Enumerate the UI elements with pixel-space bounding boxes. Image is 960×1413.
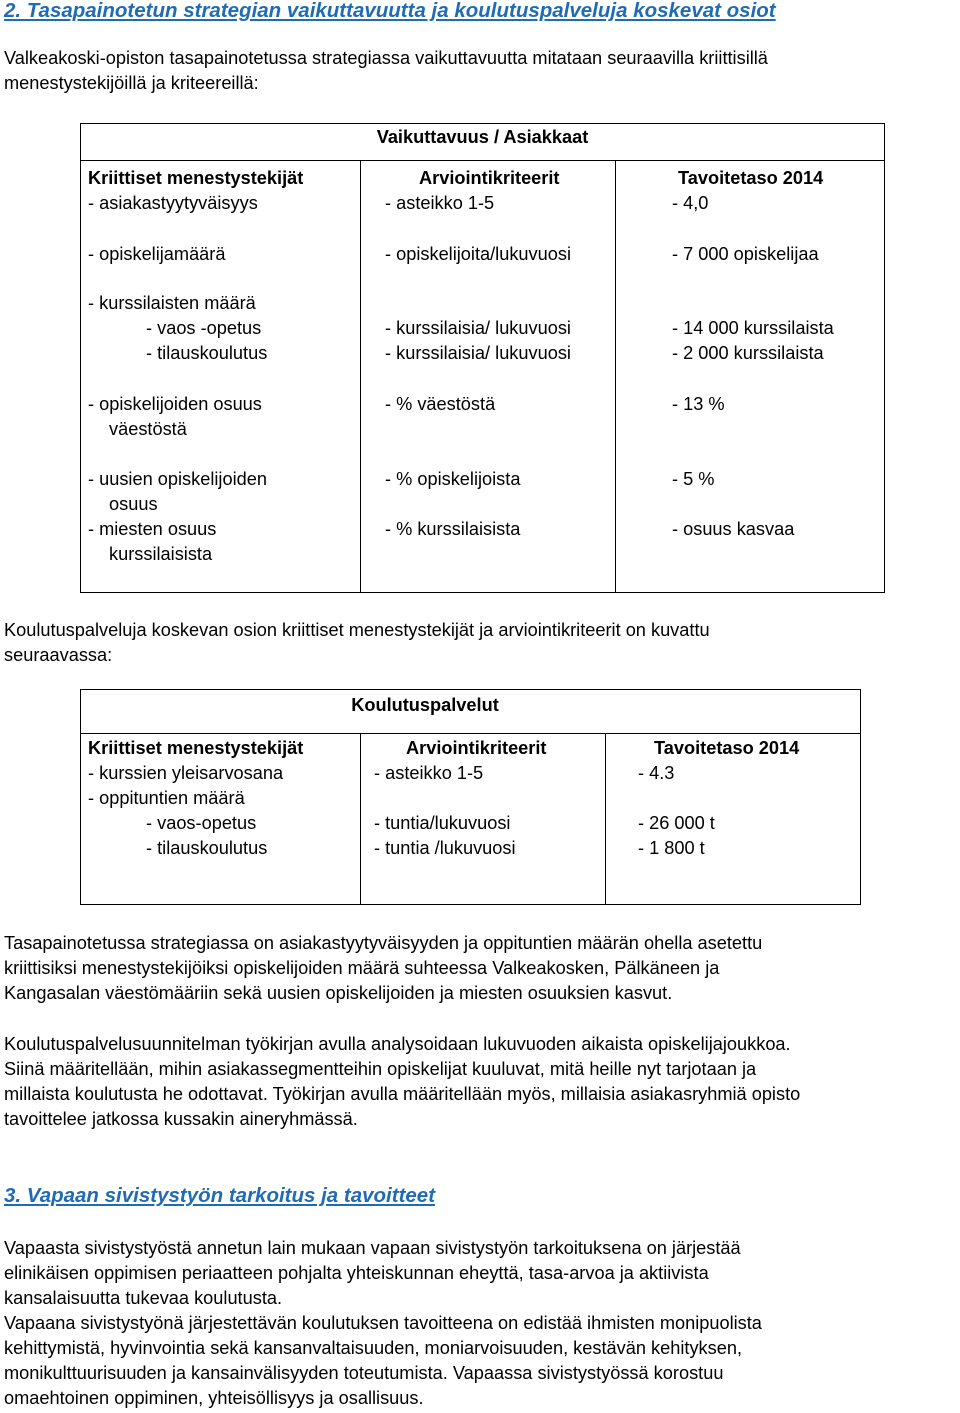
table-cell: - asteikko 1-5 xyxy=(385,193,495,213)
table-title: Koulutuspalvelut xyxy=(351,695,499,715)
table-cell: - miesten osuus xyxy=(88,519,217,539)
paragraph-line: Koulutuspalvelusuunnitelman työkirjan avulla analysoidaan lukuvuoden aikaista opiskelijajoukkoa. xyxy=(4,1034,791,1054)
table-cell: - opiskelijoiden osuus xyxy=(88,394,262,414)
table-cell: - tuntia /lukuvuosi xyxy=(374,838,516,858)
paragraph-line: kansalaisuutta tukevaa koulutusta. xyxy=(4,1288,283,1308)
paragraph-line: Kangasalan väestömääriin sekä uusien opiskelijoiden ja miesten osuuksien kasvut. xyxy=(4,983,673,1003)
col-header-criteria: Arviointikriteerit xyxy=(419,168,560,188)
table-cell: - opiskelijamäärä xyxy=(88,244,226,264)
strategy-paragraph xyxy=(4,931,762,1006)
paragraph-line: Vapaana sivistystyönä järjestettävän koulutuksen tavoitteena on edistää ihmisten monipuolista xyxy=(4,1313,762,1333)
paragraph-line: seuraavassa: xyxy=(4,645,113,665)
table-divider xyxy=(360,733,361,905)
table-divider xyxy=(605,733,606,905)
table-cell: - 2 000 kurssilaista xyxy=(672,343,824,363)
paragraph-line: tavoittelee jatkossa kussakin aineryhmässä. xyxy=(4,1109,358,1129)
table-cell: - kurssilaisten määrä xyxy=(88,293,256,313)
table-cell: - uusien opiskelijoiden xyxy=(88,469,267,489)
table-cell: - vaos -opetus xyxy=(146,318,262,338)
table-cell: - asteikko 1-5 xyxy=(374,763,484,783)
table-cell: - % väestöstä xyxy=(385,394,496,414)
paragraph-line: millaista koulutusta he odottavat. Työkirjan avulla määritellään myös, millaisia asiakasryhmiä opisto xyxy=(4,1084,801,1104)
section-3-heading: 3. Vapaan sivistystyön tarkoitus ja tavoitteet xyxy=(4,1184,436,1207)
table-cell: - asiakastyytyväisyys xyxy=(88,193,258,213)
table-cell: - 13 % xyxy=(672,394,725,414)
col-header-target-level: Tavoitetaso 2014 xyxy=(654,738,800,758)
table-title: Vaikuttavuus / Asiakkaat xyxy=(376,127,589,147)
col-header-target-level: Tavoitetaso 2014 xyxy=(678,168,824,188)
table-cell: - kurssien yleisarvosana xyxy=(88,763,284,783)
table-cell: - tilauskoulutus xyxy=(146,343,268,363)
between-paragraph xyxy=(4,618,710,668)
table-cell: - osuus kasvaa xyxy=(672,519,795,539)
table-divider xyxy=(80,160,885,161)
table-divider xyxy=(80,733,861,734)
paragraph-line: omaehtoinen oppiminen, yhteisöllisyys ja osallisuus. xyxy=(4,1388,424,1408)
col-header-success-factors: Kriittiset menestystekijät xyxy=(88,168,304,188)
table-cell: - % kurssilaisista xyxy=(385,519,521,539)
table-cell: - tuntia/lukuvuosi xyxy=(374,813,511,833)
paragraph-line: Siinä määritellään, mihin asiakassegmentteihin opiskelijat kuuluvat, mitä heille nyt tarjotaan ja xyxy=(4,1059,757,1079)
paragraph-line: Koulutuspalveluja koskevan osion kriittiset menestystekijät ja arviointikriteerit on kuvattu xyxy=(4,620,710,640)
intro-line: menestystekijöillä ja kriteereillä: xyxy=(4,73,259,93)
table-cell: osuus xyxy=(109,494,158,514)
table-cell: väestöstä xyxy=(109,419,187,439)
table-cell: - 4.3 xyxy=(638,763,675,783)
paragraph-line: kehittymistä, hyvinvointia sekä kansanvaltaisuuden, moniarvoisuuden, kestävän kehityksen, xyxy=(4,1338,743,1358)
workbook-paragraph xyxy=(4,1032,800,1132)
table-cell: - kurssilaisia/ lukuvuosi xyxy=(385,343,571,363)
paragraph-line: Vapaasta sivistystyöstä annetun lain mukaan vapaan sivistystyön tarkoituksena on järjestää xyxy=(4,1238,741,1258)
section-3-paragraph xyxy=(4,1236,762,1411)
table-cell: - opiskelijoita/lukuvuosi xyxy=(385,244,572,264)
intro-line: Valkeakoski-opiston tasapainotetussa strategiassa vaikuttavuutta mitataan seuraavilla kriittisillä xyxy=(4,48,768,68)
table-cell: - 14 000 kurssilaista xyxy=(672,318,834,338)
table-cell: - 1 800 t xyxy=(638,838,705,858)
table-divider xyxy=(615,160,616,593)
table-cell: - % opiskelijoista xyxy=(385,469,521,489)
table-cell: - 5 % xyxy=(672,469,715,489)
col-header-criteria: Arviointikriteerit xyxy=(406,738,547,758)
table-cell: - vaos-opetus xyxy=(146,813,257,833)
table-cell: - oppituntien määrä xyxy=(88,788,245,808)
paragraph-line: elinikäisen oppimisen periaatteen pohjalta yhteiskunnan eheyttä, tasa-arvoa ja aktiivista xyxy=(4,1263,709,1283)
paragraph-line: Tasapainotetussa strategiassa on asiakastyytyväisyyden ja oppituntien määrän ohella asetettu xyxy=(4,933,763,953)
table-divider xyxy=(360,160,361,593)
section-2-intro xyxy=(4,46,768,96)
table-cell: - 4,0 xyxy=(672,193,709,213)
paragraph-line: monikulttuurisuuden ja kansainvälisyyden toteutumista. Vapaassa sivistystyössä korostuu xyxy=(4,1363,724,1383)
table-cell: - tilauskoulutus xyxy=(146,838,268,858)
col-header-success-factors: Kriittiset menestystekijät xyxy=(88,738,304,758)
table-cell: - 26 000 t xyxy=(638,813,715,833)
table-cell: - 7 000 opiskelijaa xyxy=(672,244,819,264)
section-2-heading: 2. Tasapainotetun strategian vaikuttavuutta ja koulutuspalveluja koskevat osiot xyxy=(4,0,776,22)
table-cell: - kurssilaisia/ lukuvuosi xyxy=(385,318,571,338)
table-cell: kurssilaisista xyxy=(109,544,213,564)
paragraph-line: kriittisiksi menestystekijöiksi opiskelijoiden määrä suhteessa Valkeakosken, Pälkäneen ja xyxy=(4,958,720,978)
